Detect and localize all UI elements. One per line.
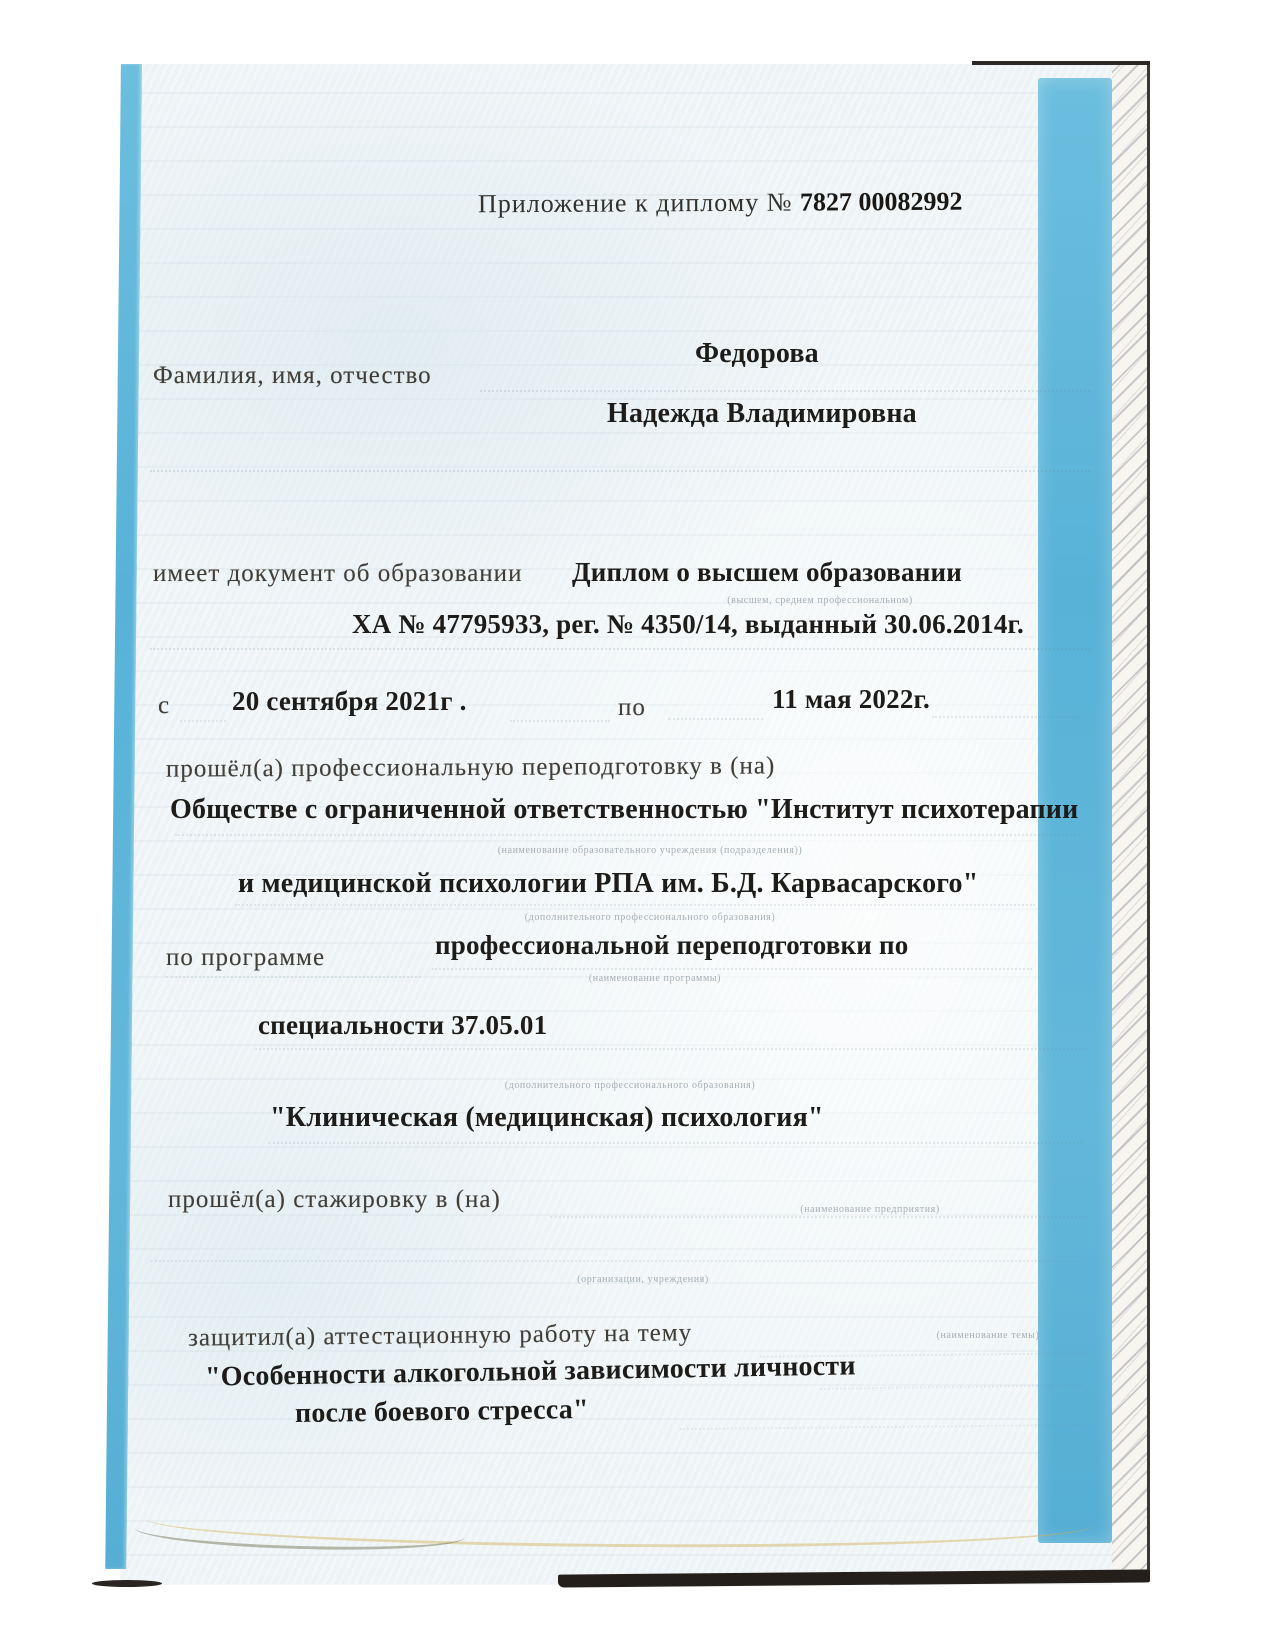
organization-line2: и медицинской психологии РПА им. Б.Д. Карвасарского" [238, 868, 979, 899]
thesis-label: защитил(а) аттестационную работу на тему [187, 1319, 693, 1352]
organization-caption2: (дополнительного профессионального образования) [524, 912, 776, 923]
program-value: профессиональной переподготовки по [435, 930, 909, 960]
thesis-caption: (наименование темы) [936, 1330, 1040, 1341]
organization-caption1: (наименование образовательного учреждения (подразделения)) [497, 845, 803, 856]
retraining-label: прошёл(а) профессиональную переподготовку в (на) [165, 752, 776, 783]
diploma-number: 7827 00082992 [799, 186, 963, 217]
thesis-line2: после боевого стресса" [294, 1393, 589, 1430]
watermark-pattern-strip [1112, 64, 1150, 1580]
edu-doc-value: Диплом о высшем образовании [572, 557, 962, 587]
header-title-label: Приложение к диплому № [477, 187, 793, 219]
diploma-supplement-page [120, 64, 1147, 1585]
edu-doc-details: ХА № 47795933, рег. № 4350/14, выданный 30.06.2014г. [352, 609, 1024, 639]
surname-value: Федорова [695, 338, 819, 369]
name-label: Фамилия, имя, отчество [153, 362, 432, 389]
internship-caption: (наименование предприятия) [800, 1204, 940, 1215]
organization-line1: Обществе с ограниченной ответственностью "Институт психотерапии [170, 794, 1079, 825]
given-names-value: Надежда Владимировна [607, 398, 917, 429]
qualification-value: "Клиническая (медицинская) психология" [270, 1102, 824, 1133]
period-from-label: с [158, 692, 171, 719]
period-to-value: 11 мая 2022г. [772, 684, 930, 714]
edu-doc-caption: (высшем, среднем профессиональном) [727, 595, 913, 606]
organization-caption3: (организации, учреждения) [577, 1274, 709, 1285]
program-label: по программе [166, 944, 326, 971]
period-from-value: 20 сентября 2021г . [232, 686, 467, 716]
page-edge-shadow-bottom-left [92, 1580, 162, 1587]
specialty-value: специальности 37.05.01 [258, 1010, 548, 1040]
header-title [478, 187, 963, 220]
specialty-caption: (дополнительного профессионального образования) [504, 1080, 756, 1091]
page-edge-shadow-top [972, 61, 1150, 65]
thesis-line1: "Особенности алкогольной зависимости личности [204, 1350, 856, 1393]
edu-doc-label: имеет документ об образовании [153, 560, 523, 587]
program-caption: (наименование программы) [588, 973, 722, 984]
internship-label: прошёл(а) стажировку в (на) [168, 1186, 501, 1213]
period-to-label: по [618, 694, 646, 721]
